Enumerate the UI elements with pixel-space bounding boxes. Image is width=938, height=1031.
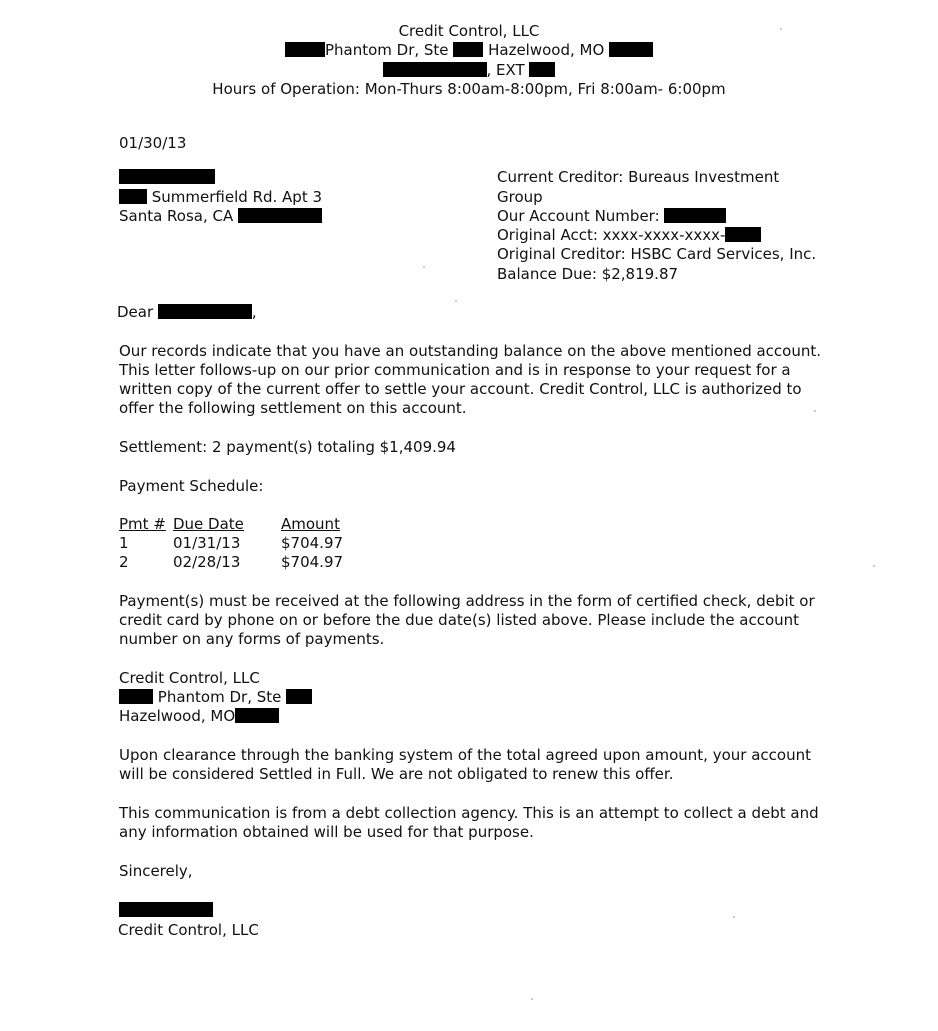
paragraph-2-line: Payment(s) must be received at the following address in the form of certified check, debit or (119, 592, 815, 610)
letterhead-hours: Hours of Operation: Mon-Thurs 8:00am-8:00pm, Fri 8:00am- 6:00pm (212, 80, 726, 98)
paragraph-1-line: offer the following settlement on this account. (119, 399, 467, 417)
scan-speck (531, 998, 533, 1000)
header-due-date: Due Date (173, 515, 244, 533)
letterhead-company: Credit Control, LLC (398, 22, 540, 40)
redaction-bar (285, 42, 325, 57)
schedule-header-row (0, 515, 938, 535)
salutation-comma: , (251, 303, 257, 321)
recipient-city (119, 207, 322, 226)
paragraph-3-line: will be considered Settled in Full. We are not obligated to renew this offer. (119, 765, 674, 783)
letterhead-phone (0, 61, 938, 80)
original-account (497, 226, 761, 245)
cell-amount: $704.97 (281, 553, 344, 571)
closing-company: Credit Control, LLC (118, 921, 259, 939)
paragraph-1-line: This letter follows-up on our prior communication and is in response to your request for a (119, 361, 791, 379)
scan-speck (814, 410, 816, 412)
header-pmt-number: Pmt # (119, 515, 166, 533)
mail-street-text: Phantom Dr, Ste (157, 688, 282, 706)
cell-due-date: 02/28/13 (173, 553, 241, 571)
letterhead-street: Phantom Dr, Ste (324, 41, 449, 59)
scan-speck (780, 28, 782, 30)
scan-speck (873, 565, 875, 567)
closing-sincerely: Sincerely, (119, 862, 193, 880)
recipient-name (119, 168, 215, 187)
redaction-bar (529, 62, 555, 77)
cell-amount: $704.97 (281, 534, 344, 552)
letterhead-ext: , EXT (486, 61, 525, 79)
schedule-heading: Payment Schedule: (119, 477, 264, 495)
paragraph-1-line: written copy of the current offer to settle your account. Credit Control, LLC is authorized to (119, 380, 802, 398)
redaction-bar (119, 189, 147, 204)
redaction-bar (119, 689, 153, 704)
mail-company: Credit Control, LLC (119, 669, 260, 687)
redaction-bar (235, 708, 279, 723)
mail-city (119, 707, 279, 726)
redaction-bar (664, 208, 726, 223)
signature-redacted (119, 901, 213, 920)
mail-city-text: Hazelwood, MO (119, 707, 236, 725)
redaction-bar (238, 208, 322, 223)
paragraph-3-line: Upon clearance through the banking system of the total agreed upon amount, your account (119, 746, 811, 764)
letterhead-address (0, 41, 938, 60)
salutation-dear: Dear (117, 303, 154, 321)
current-creditor-line2: Group (497, 188, 543, 206)
current-creditor-line1: Current Creditor: Bureaus Investment (497, 168, 780, 186)
mail-street (119, 688, 312, 707)
redaction-bar (725, 227, 761, 242)
table-row (0, 553, 938, 573)
redaction-bar (383, 62, 487, 77)
redaction-bar (119, 169, 215, 184)
letter-date: 01/30/13 (119, 134, 187, 152)
salutation (117, 303, 257, 322)
scan-speck (455, 300, 457, 302)
recipient-street-text: Summerfield Rd. Apt 3 (151, 188, 323, 206)
letterhead-city: Hazelwood, MO (488, 41, 605, 59)
redaction-bar (119, 902, 213, 917)
cell-pmt-number: 2 (119, 553, 129, 571)
redaction-bar (286, 689, 312, 704)
redaction-bar (609, 42, 653, 57)
redaction-bar (453, 42, 483, 57)
table-row (0, 534, 938, 554)
our-account-label: Our Account Number: (497, 207, 660, 225)
original-creditor: Original Creditor: HSBC Card Services, Inc. (497, 245, 817, 263)
original-acct-label: Original Acct: xxxx-xxxx-xxxx- (497, 226, 726, 244)
scan-speck (733, 916, 735, 918)
redaction-bar (158, 304, 252, 319)
paragraph-4-line: any information obtained will be used for that purpose. (119, 823, 534, 841)
recipient-street (119, 188, 322, 207)
paragraph-1-line: Our records indicate that you have an outstanding balance on the above mentioned account. (119, 342, 822, 360)
scan-speck (423, 266, 425, 268)
recipient-city-text: Santa Rosa, CA (119, 207, 234, 225)
paragraph-4-line: This communication is from a debt collection agency. This is an attempt to collect a debt and (119, 804, 819, 822)
cell-due-date: 01/31/13 (173, 534, 241, 552)
paragraph-2-line: number on any forms of payments. (119, 630, 385, 648)
paragraph-2-line: credit card by phone on or before the due date(s) listed above. Please include the account (119, 611, 800, 629)
balance-due: Balance Due: $2,819.87 (497, 265, 679, 283)
settlement-text: Settlement: 2 payment(s) totaling $1,409.94 (119, 438, 456, 456)
cell-pmt-number: 1 (119, 534, 129, 552)
header-amount: Amount (281, 515, 340, 533)
our-account-number (497, 207, 726, 226)
